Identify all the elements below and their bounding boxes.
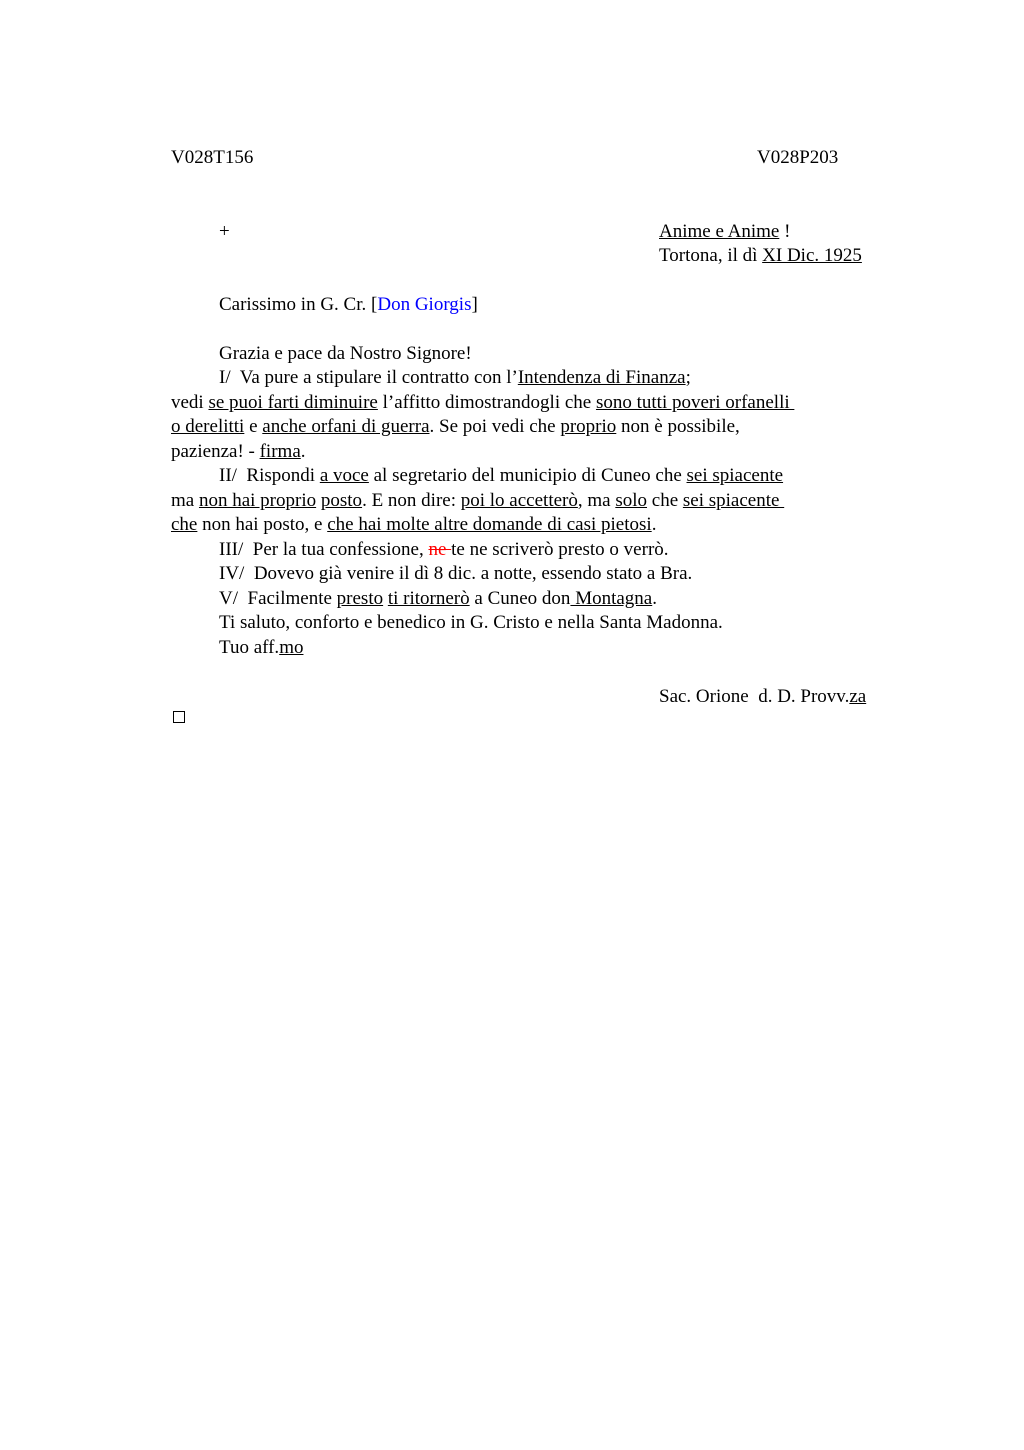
text-run-underlined: presto — [336, 588, 384, 609]
motto — [659, 220, 790, 244]
document-code-right: V028P203 — [757, 147, 839, 168]
body-line-4 — [171, 440, 306, 464]
signature — [659, 685, 866, 709]
text-run-underlined: o derelitti — [171, 416, 245, 437]
text-run: . E non dire: — [362, 490, 461, 511]
text-run: non è possibile, — [616, 416, 740, 437]
text-run-underlined: poi lo accetterò — [460, 490, 578, 511]
dateline-prefix: Tortona, il dì — [659, 245, 763, 266]
text-run-underlined: se puoi farti diminuire — [208, 392, 378, 413]
text-run: V/ Facilmente — [219, 588, 337, 609]
text-run: non hai posto, e — [197, 514, 328, 535]
text-run-underlined: che hai molte altre domande di casi pietosi — [327, 514, 652, 535]
text-run: , ma — [577, 490, 616, 511]
body-line-10 — [219, 587, 657, 611]
text-run: a Cuneo don — [469, 588, 571, 609]
body-line-2 — [171, 391, 794, 415]
signature-text: Sac. Orione d. D. Provv. — [659, 686, 850, 707]
salutation-text: Carissimo in G. Cr. [ — [219, 294, 378, 315]
text-run-underlined: Montagna — [570, 588, 653, 609]
text-run: II/ Rispondi — [219, 465, 320, 486]
text-run-underlined: firma — [259, 441, 301, 462]
text-run: . Se poi vedi che — [429, 416, 561, 437]
greeting: Grazia e pace da Nostro Signore! — [219, 343, 472, 364]
motto-underlined: Anime e Anime — [659, 221, 780, 242]
end-box-icon — [173, 711, 185, 723]
dateline-date: XI Dic. 1925 — [762, 245, 862, 266]
body-line-12 — [219, 636, 303, 660]
text-run-underlined: solo — [615, 490, 648, 511]
text-run-underlined: sei spiacente — [686, 465, 784, 486]
text-run-underlined: ti ritornerò — [387, 588, 470, 609]
text-run-underlined: non hai proprio — [198, 490, 317, 511]
body-line-3 — [171, 415, 740, 439]
text-run: l’affitto dimostrandogli che — [377, 392, 596, 413]
text-run: ma — [171, 490, 199, 511]
text-run-underlined: mo — [279, 637, 304, 658]
body-line-9: IV/ Dovevo già venire il dì 8 dic. a notte, essendo stato a Bra. — [219, 563, 693, 584]
text-run-underlined: sei spiacente — [682, 490, 785, 511]
text-run: e — [244, 416, 263, 437]
text-run-underlined: sono tutti poveri orfanelli — [595, 392, 795, 413]
body-line-11: Ti saluto, conforto e benedico in G. Cristo e nella Santa Madonna. — [219, 612, 723, 633]
salutation-close: ] — [471, 294, 478, 315]
text-run: III/ Per la tua confessione, — [219, 539, 429, 560]
text-run-underlined: Intendenza di Finanza — [517, 367, 686, 388]
text-run-underlined: proprio — [560, 416, 617, 437]
text-run: vedi — [171, 392, 209, 413]
document-code-left: V028T156 — [171, 147, 254, 168]
text-run: ; — [685, 367, 691, 388]
text-run: pazienza! - — [171, 441, 260, 462]
cross-mark: + — [219, 221, 230, 242]
text-run: te ne scriverò presto o verrò. — [451, 539, 669, 560]
body-line-6 — [171, 489, 784, 513]
body-line-5 — [219, 464, 783, 488]
text-run-underlined: che — [171, 514, 198, 535]
text-run: Tuo aff. — [219, 637, 280, 658]
text-run-underlined: posto — [320, 490, 363, 511]
dateline — [659, 244, 862, 268]
signature-suffix: za — [849, 686, 867, 707]
text-run: che — [647, 490, 683, 511]
motto-rest: ! — [779, 221, 791, 242]
text-run-struck: ne — [428, 539, 452, 560]
text-run: I/ Va pure a stipulare il contratto con l’ — [219, 367, 518, 388]
text-run-underlined: a voce — [319, 465, 369, 486]
text-run: . — [651, 514, 657, 535]
salutation — [219, 293, 478, 317]
body-line-7 — [171, 513, 656, 537]
salutation-recipient: Don Giorgis — [377, 294, 472, 315]
text-run: . — [300, 441, 306, 462]
text-run-underlined: anche orfani di guerra — [262, 416, 430, 437]
text-run: . — [652, 588, 657, 609]
text-run: al segretario del municipio di Cuneo che — [368, 465, 687, 486]
body-line-8 — [219, 538, 669, 562]
body-line-1 — [219, 366, 691, 390]
